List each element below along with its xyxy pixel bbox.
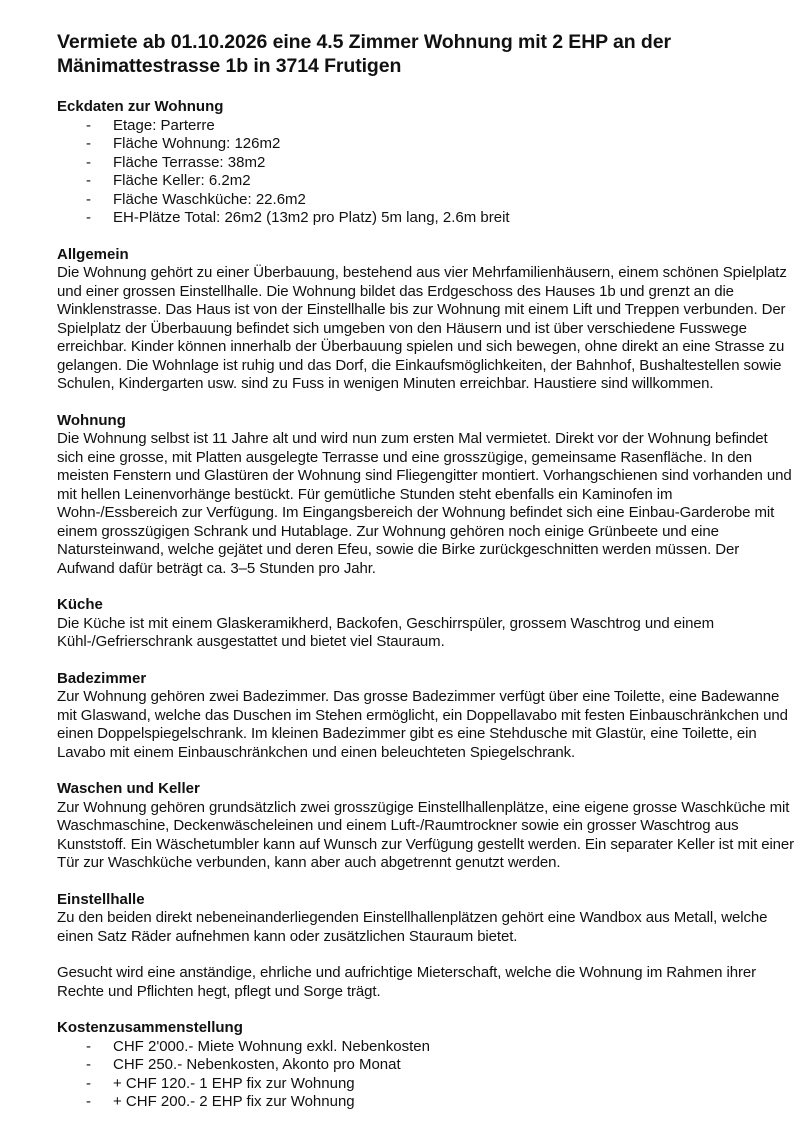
bullet-dash: - <box>86 153 91 171</box>
document-page <box>57 30 797 1130</box>
section-heading-waschen-keller: Waschen und Keller <box>57 780 200 797</box>
list-item <box>57 1075 797 1094</box>
list-item-text: Fläche Wohnung: 126m2 <box>113 135 281 152</box>
section-einstellhalle <box>57 891 797 947</box>
section-heading-einstellhalle: Einstellhalle <box>57 890 145 908</box>
list-item <box>57 1056 797 1075</box>
list-item-text: Fläche Waschküche: 22.6m2 <box>113 190 306 208</box>
section-heading-kosten: Kostenzusammenstellung <box>57 1019 243 1036</box>
list-item <box>57 1038 797 1057</box>
list-item <box>57 172 797 191</box>
list-item-text: Fläche Terrasse: 38m2 <box>113 153 266 171</box>
bullet-dash: - <box>86 1056 91 1073</box>
section-kueche <box>57 596 797 652</box>
section-text-einstellhalle: Zu den beiden direkt nebeneinanderliegenden Einstellhallenplätzen gehört eine Wandbox aus Metall, welche einen Satz Räder aufnehmen kann oder zusätzlichen Stauraum bietet. <box>57 909 768 945</box>
list-item <box>57 191 797 210</box>
section-text-gesucht: Gesucht wird eine anständige, ehrliche und aufrichtige Mieterschaft, welche die Wohnung im Rahmen ihrer Rechte und Pflichten hegt, pflegt und Sorge trägt. <box>57 964 756 1000</box>
list-item-text: CHF 2'000.- Miete Wohnung exkl. Nebenkosten <box>113 1037 430 1055</box>
section-waschen-keller <box>57 780 797 873</box>
list-item-text: CHF 250.- Nebenkosten, Akonto pro Monat <box>113 1056 401 1073</box>
section-kosten <box>57 1019 797 1112</box>
bullet-dash: - <box>86 190 91 208</box>
bullet-dash: - <box>86 209 91 226</box>
section-text-kueche: Die Küche ist mit einem Glaskeramikherd, Backofen, Geschirrspüler, grossem Waschtrog und einem Kühl-/Gefrierschrank ausgestattet und bietet viel Stauraum. <box>57 614 714 650</box>
section-heading-kueche: Küche <box>57 596 103 613</box>
section-heading-wohnung: Wohnung <box>57 411 126 429</box>
section-text-wohnung: Die Wohnung selbst ist 11 Jahre alt und wird nun zum ersten Mal vermietet. Direkt vor der Wohnung befindet sich eine grosse, mit Platten ausgelegte Terrasse und eine grosszügige, gemeinsame Rasenfläche. In den meisten Fenstern und Glastüren der Wohnung sind Fliegengitter montiert. Vorhangschienen sind vorhanden und mit hellen Leinenvorhänge bestückt. Für gemütliche Stunden steht ebenfalls ein Kaminofen im Wohn-/Essbereich zur Verfügung. Im Eingangsbereich der Wohnung befindet sich eine Einbau-Garderobe mit einem grosszügigen Schrank und Hutablage. Zur Wohnung gehören noch einige Grünbeete und eine Natursteinwand, welche gejätet und deren Efeu, sowie die Birke zurückgeschnitten werden müssen. Der Aufwand dafür beträgt ca. 3–5 Stunden pro Jahr. <box>57 430 792 577</box>
list-item-text: EH-Plätze Total: 26m2 (13m2 pro Platz) 5m lang, 2.6m breit <box>113 209 510 226</box>
section-heading-badezimmer: Badezimmer <box>57 669 147 687</box>
bullet-dash: - <box>86 172 91 189</box>
section-text-waschen-keller: Zur Wohnung gehören grundsätzlich zwei grosszügige Einstellhallenplätze, eine eigene grosse Waschküche mit Waschmaschine, Deckenwäscheleinen und einem Luft-/Raumtrockner sowie ein grosser Waschtrog aus Kunststoff. Ein Wäschetumbler kann auf Wunsch zur Verfügung gestellt werden. Ein separater Keller ist mit einer Tür zur Waschküche verbunden, kann aber auch abgetrennt genutzt werden. <box>57 798 795 871</box>
list-item <box>57 209 797 228</box>
section-allgemein <box>57 246 797 394</box>
section-heading-allgemein: Allgemein <box>57 245 129 263</box>
section-text-badezimmer: Zur Wohnung gehören zwei Badezimmer. Das grosse Badezimmer verfügt über eine Toilette, eine Badewanne mit Glaswand, welche das Duschen im Stehen ermöglicht, ein Doppellavabo mit festen Einbauschränkchen und einen Doppelspiegelschrank. Im kleinen Badezimmer gibt es eine Stehdusche mit Glastür, eine Toilette, ein Lavabo mit einem Einbauschränkchen und einen beleuchteten Spiegelschrank. <box>57 688 788 761</box>
bullet-dash: - <box>86 1074 91 1092</box>
kosten-list <box>57 1038 797 1112</box>
section-gesucht <box>57 964 797 1001</box>
section-badezimmer <box>57 670 797 763</box>
bullet-dash: - <box>86 135 91 152</box>
list-item-text: Fläche Keller: 6.2m2 <box>113 172 251 189</box>
eckdaten-list <box>57 117 797 228</box>
bullet-dash: - <box>86 116 91 134</box>
section-wohnung <box>57 412 797 579</box>
section-heading-eckdaten: Eckdaten zur Wohnung <box>57 98 224 115</box>
list-item <box>57 154 797 173</box>
list-item <box>57 1093 797 1112</box>
bullet-dash: - <box>86 1037 91 1055</box>
section-text-allgemein: Die Wohnung gehört zu einer Überbauung, bestehend aus vier Mehrfamilienhäusern, einem schönen Spielplatz und einer grossen Einstellhalle. Die Wohnung bildet das Erdgeschoss des Hauses 1b und grenzt an die Winklenstrasse. Das Haus ist von der Einstellhalle bis zur Wohnung mit einem Lift und Treppen verbunden. Der Spielplatz der Überbauung befindet sich umgeben von den Häusern und ist über verschiedene Fusswege erreichbar. Kinder können innerhalb der Überbauung spielen und sich bewegen, ohne direkt an eine Strasse zu gelangen. Die Wohnlage ist ruhig und das Dorf, die Einkaufsmöglichkeiten, der Bahnhof, Bushaltestellen sowie Schulen, Kindergarten usw. sind zu Fuss in wenigen Minuten erreichbar. Haustiere sind willkommen. <box>57 264 787 392</box>
list-item-text: + CHF 120.- 1 EHP fix zur Wohnung <box>113 1074 355 1092</box>
bullet-dash: - <box>86 1093 91 1110</box>
list-item-text: + CHF 200.- 2 EHP fix zur Wohnung <box>113 1093 355 1110</box>
list-item <box>57 135 797 154</box>
list-item <box>57 117 797 136</box>
section-eckdaten <box>57 98 797 228</box>
list-item-text: Etage: Parterre <box>113 116 215 134</box>
document-title: Vermiete ab 01.10.2026 eine 4.5 Zimmer Wohnung mit 2 EHP an der Mänimattestrasse 1b in 3714 Frutigen <box>57 31 671 77</box>
